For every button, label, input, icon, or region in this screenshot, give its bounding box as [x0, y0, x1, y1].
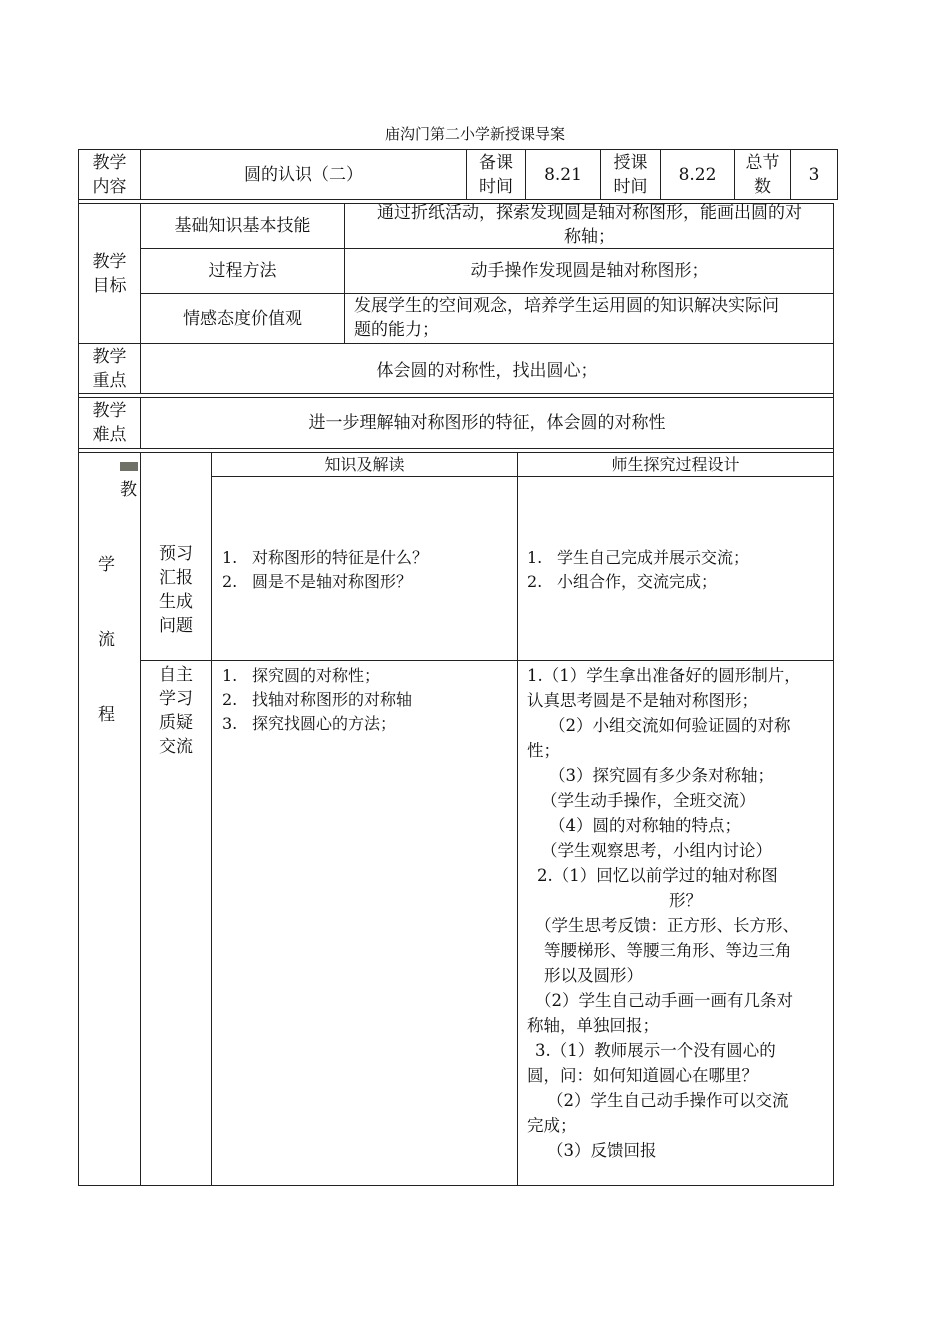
goal-text-basic: 通过折纸活动，探索发现圆是轴对称图形，能画出圆的对 称轴； — [377, 203, 802, 247]
prep-time-label: 备课 时间 — [479, 152, 513, 197]
stage-name-preview: 预习 汇报 生成 问题 — [159, 544, 193, 636]
stage-2-process-text: 1.（1）学生拿出准备好的圆形制片， 认真思考圆是不是轴对称图形； （2）小组交流如何验证圆的对称 性； （3）探究圆有多少条对称轴； （学生动手操作，全班交流） （4）圆的对称轴的特点； （学生观察思考，小组内讨论） 2.（1）回忆以前学过的轴对称图 形？ （学生思考反馈：正方形、长方形、 等腰梯形、等腰三角形、等边三角 形以及圆形） （2）学生自己动手画一画有几条对 称轴，单独回报； 3.（1）教师展示一个没有圆心的 圆，问：如何知道圆心在哪里？ （2）学生自己动手操作可以交流 完成； （3）反馈回报 — [527, 666, 801, 1160]
column-header-process: 师生探究过程设计 — [611, 454, 740, 474]
stage-name-self-study: 自主 学习 质疑 交流 — [159, 665, 193, 757]
flow-label-char-2: 学 — [98, 555, 115, 575]
list-item: 3. 探究找圆心的方法； — [222, 714, 397, 733]
total-value: 3 — [808, 164, 820, 185]
column-header-knowledge: 知识及解读 — [324, 454, 405, 474]
total-label: 总节 数 — [745, 152, 780, 197]
goal-text-process: 动手操作发现圆是轴对称图形； — [470, 261, 709, 281]
key-point-text: 体会圆的对称性，找出圆心； — [376, 360, 598, 381]
teach-time-value: 8.22 — [678, 164, 717, 185]
difficulty-text: 进一步理解轴对称图形的特征，体会圆的对称性 — [308, 413, 666, 433]
prep-time-value: 8.21 — [544, 164, 582, 185]
goal-name-emotion: 情感态度价值观 — [183, 308, 302, 329]
lesson-title: 圆的认识（二） — [244, 164, 363, 185]
goal-name-process: 过程方法 — [208, 261, 277, 281]
list-item: 2. 找轴对称图形的对称轴 — [222, 690, 413, 709]
key-point-label: 教学 重点 — [92, 346, 127, 391]
stage-1-process-list — [527, 546, 749, 594]
flow-label-char-1: 教 — [120, 480, 137, 500]
scan-mark — [120, 462, 138, 471]
list-item: 2. 小组合作，交流完成； — [527, 572, 718, 591]
content-label: 教学 内容 — [92, 152, 127, 197]
goal-text-emotion: 发展学生的空间观念，培养学生运用圆的知识解决实际问 题的能力； — [354, 296, 779, 340]
flow-label-char-3: 流 — [98, 630, 115, 650]
list-item: 1. 探究圆的对称性； — [222, 666, 381, 685]
list-item: 1. 学生自己完成并展示交流； — [527, 548, 750, 567]
teach-time-label: 授课 时间 — [613, 152, 648, 197]
list-item: 2. 圆是不是轴对称图形？ — [222, 572, 413, 591]
difficulty-label: 教学 难点 — [92, 401, 127, 445]
stage-1-knowledge-list — [222, 546, 428, 594]
stage-2-knowledge-list — [222, 664, 412, 736]
flow-label-char-4: 程 — [98, 705, 115, 725]
goal-name-basic: 基础知识基本技能 — [174, 216, 311, 236]
list-item: 1. 对称图形的特征是什么？ — [222, 548, 429, 567]
goals-label: 教学 目标 — [92, 251, 127, 296]
document-title: 庙沟门第二小学新授课导案 — [384, 125, 565, 143]
